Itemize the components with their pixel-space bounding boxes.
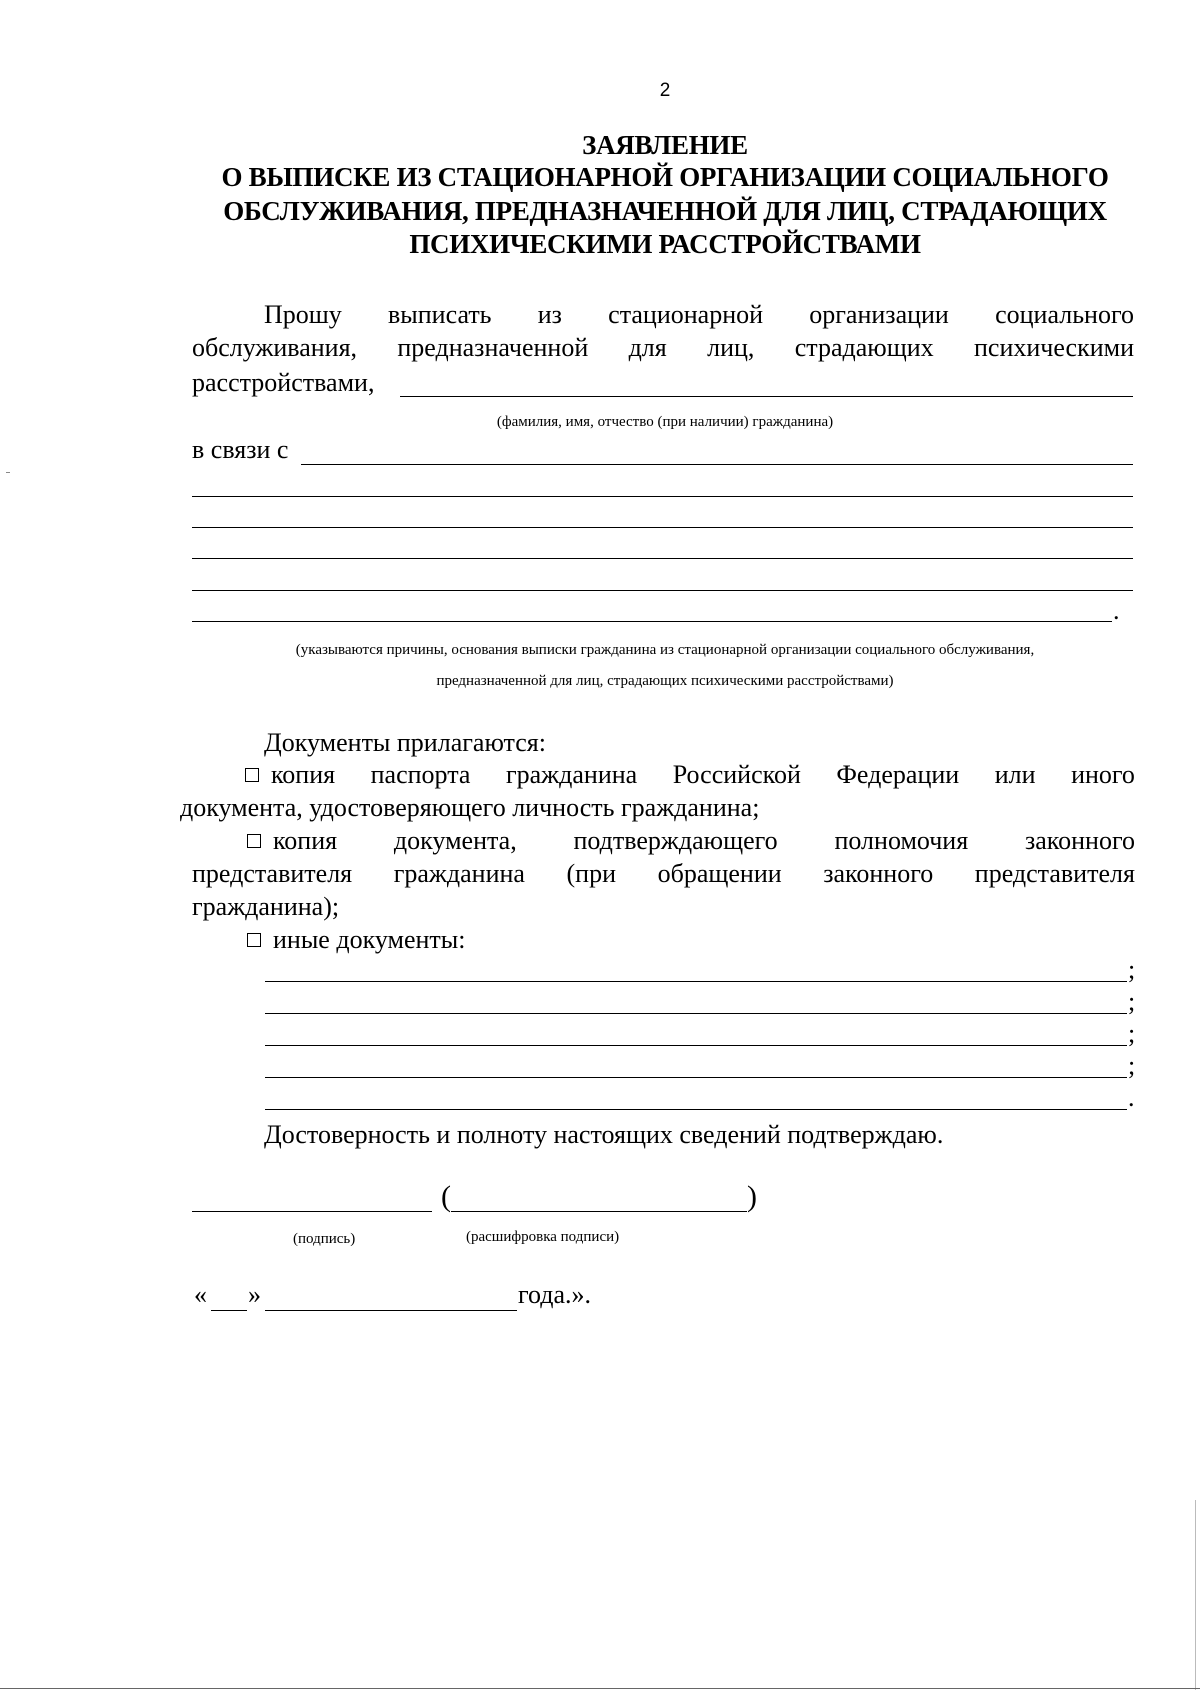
reason-end-mark: . — [1113, 596, 1120, 625]
request-word: предназначенной — [397, 333, 589, 362]
title-line-3: ОБСЛУЖИВАНИЯ, ПРЕДНАЗНАЧЕННОЙ ДЛЯ ЛИЦ, СТРАДАЮЩИХ — [223, 196, 1107, 226]
title-line-2: О ВЫПИСКЕ ИЗ СТАЦИОНАРНОЙ ОРГАНИЗАЦИИ СОЦИАЛЬНОГО — [221, 162, 1109, 192]
blank-mark: ; — [1128, 1051, 1136, 1080]
request-word: выписать — [388, 300, 492, 329]
document-word: или — [994, 760, 1036, 789]
document-word: Российской — [672, 760, 801, 789]
request-word: Прошу — [264, 300, 342, 329]
document-item-3: иные документы: — [247, 925, 465, 955]
reason-field-line-5[interactable] — [192, 590, 1133, 591]
signature-caption: (подпись) — [293, 1231, 356, 1247]
document-word: обращении — [657, 859, 782, 888]
request-word: социального — [995, 300, 1134, 329]
citizen-name-caption: (фамилия, имя, отчество (при наличии) гражданина) — [496, 414, 834, 430]
reason-field-line-1[interactable] — [301, 464, 1133, 465]
request-word: организации — [809, 300, 949, 329]
request-word: для — [628, 333, 667, 362]
scan-bottom-edge — [0, 1688, 1200, 1689]
reason-caption-line-1: (указываются причины, основания выписки гражданина из стационарной организации социального обслуживания, — [295, 642, 1035, 658]
reason-prefix: в связи с — [192, 435, 289, 464]
document-word: иного — [1071, 760, 1135, 789]
signature-decode-field[interactable] — [451, 1211, 747, 1212]
document-item-1-first: копия — [245, 760, 335, 790]
document-word: гражданина — [505, 760, 638, 789]
scan-mark — [6, 472, 10, 473]
other-document-field-2[interactable] — [265, 1013, 1127, 1014]
date-day-field[interactable] — [211, 1310, 247, 1311]
document-word: паспорта — [370, 760, 471, 789]
confirmation-statement: Достоверность и полноту настоящих сведений подтверждаю. — [264, 1120, 944, 1149]
document-title: ЗАЯВЛЕНИЕ — [582, 130, 748, 160]
document-word: (при — [566, 859, 617, 888]
scan-edge — [1195, 1500, 1196, 1690]
document-item-1-line-2: документа, удостоверяющего личность гражданина; — [180, 793, 760, 822]
decode-open-paren: ( — [441, 1180, 451, 1213]
document-word: законного — [823, 859, 934, 888]
representative-document-checkbox[interactable] — [247, 834, 261, 848]
request-word: стационарной — [608, 300, 764, 329]
document-word: документа, — [393, 826, 517, 855]
reason-field-line-6[interactable] — [192, 621, 1112, 622]
document-item-2-first: копия — [247, 826, 337, 856]
other-document-field-1[interactable] — [265, 981, 1127, 982]
document-word: представителя — [192, 859, 353, 888]
request-word: лиц, — [707, 333, 755, 362]
document-item-2-line-3: гражданина); — [192, 892, 340, 921]
reason-field-line-3[interactable] — [192, 527, 1133, 528]
request-line-1 — [264, 300, 1134, 330]
document-word: представителя — [974, 859, 1135, 888]
request-word: из — [537, 300, 562, 329]
blank-mark: . — [1128, 1083, 1135, 1112]
blank-mark: ; — [1128, 955, 1136, 984]
date-open-quote: « — [194, 1280, 207, 1309]
request-word: психическими — [973, 333, 1134, 362]
documents-heading: Документы прилагаются: — [264, 728, 546, 757]
citizen-name-field[interactable] — [400, 396, 1133, 397]
document-word: гражданина — [393, 859, 525, 888]
document-word: подтверждающего — [573, 826, 778, 855]
request-line-3-prefix: расстройствами, — [192, 368, 375, 397]
document-item-1-line-1 — [245, 760, 1135, 790]
other-documents-checkbox[interactable] — [247, 933, 261, 947]
blank-mark: ; — [1128, 1019, 1136, 1048]
reason-caption-line-2: предназначенной для лиц, страдающих психическими расстройствами) — [436, 673, 894, 689]
request-word: обслуживания, — [192, 333, 358, 362]
date-close-quote: » — [248, 1280, 261, 1309]
signature-decode-caption: (расшифровка подписи) — [466, 1229, 620, 1245]
request-word: страдающих — [794, 333, 934, 362]
reason-field-line-4[interactable] — [192, 558, 1133, 559]
document-item-2-line-2 — [192, 859, 1135, 889]
date-month-field[interactable] — [265, 1310, 517, 1311]
title-line-4: ПСИХИЧЕСКИМИ РАССТРОЙСТВАМИ — [409, 229, 921, 259]
date-year-suffix: года.». — [518, 1280, 592, 1309]
decode-close-paren: ) — [747, 1180, 757, 1213]
passport-copy-checkbox[interactable] — [245, 768, 259, 782]
document-word: полномочия — [834, 826, 969, 855]
other-document-field-3[interactable] — [265, 1045, 1127, 1046]
reason-field-line-2[interactable] — [192, 496, 1133, 497]
document-word: законного — [1025, 826, 1135, 855]
blank-mark: ; — [1128, 987, 1136, 1016]
other-document-field-5[interactable] — [265, 1109, 1127, 1110]
request-line-2 — [192, 333, 1134, 363]
document-word: Федерации — [836, 760, 960, 789]
signature-field[interactable] — [192, 1211, 432, 1212]
other-document-field-4[interactable] — [265, 1077, 1127, 1078]
page-number: 2 — [659, 80, 671, 101]
document-item-2-line-1 — [247, 826, 1135, 856]
